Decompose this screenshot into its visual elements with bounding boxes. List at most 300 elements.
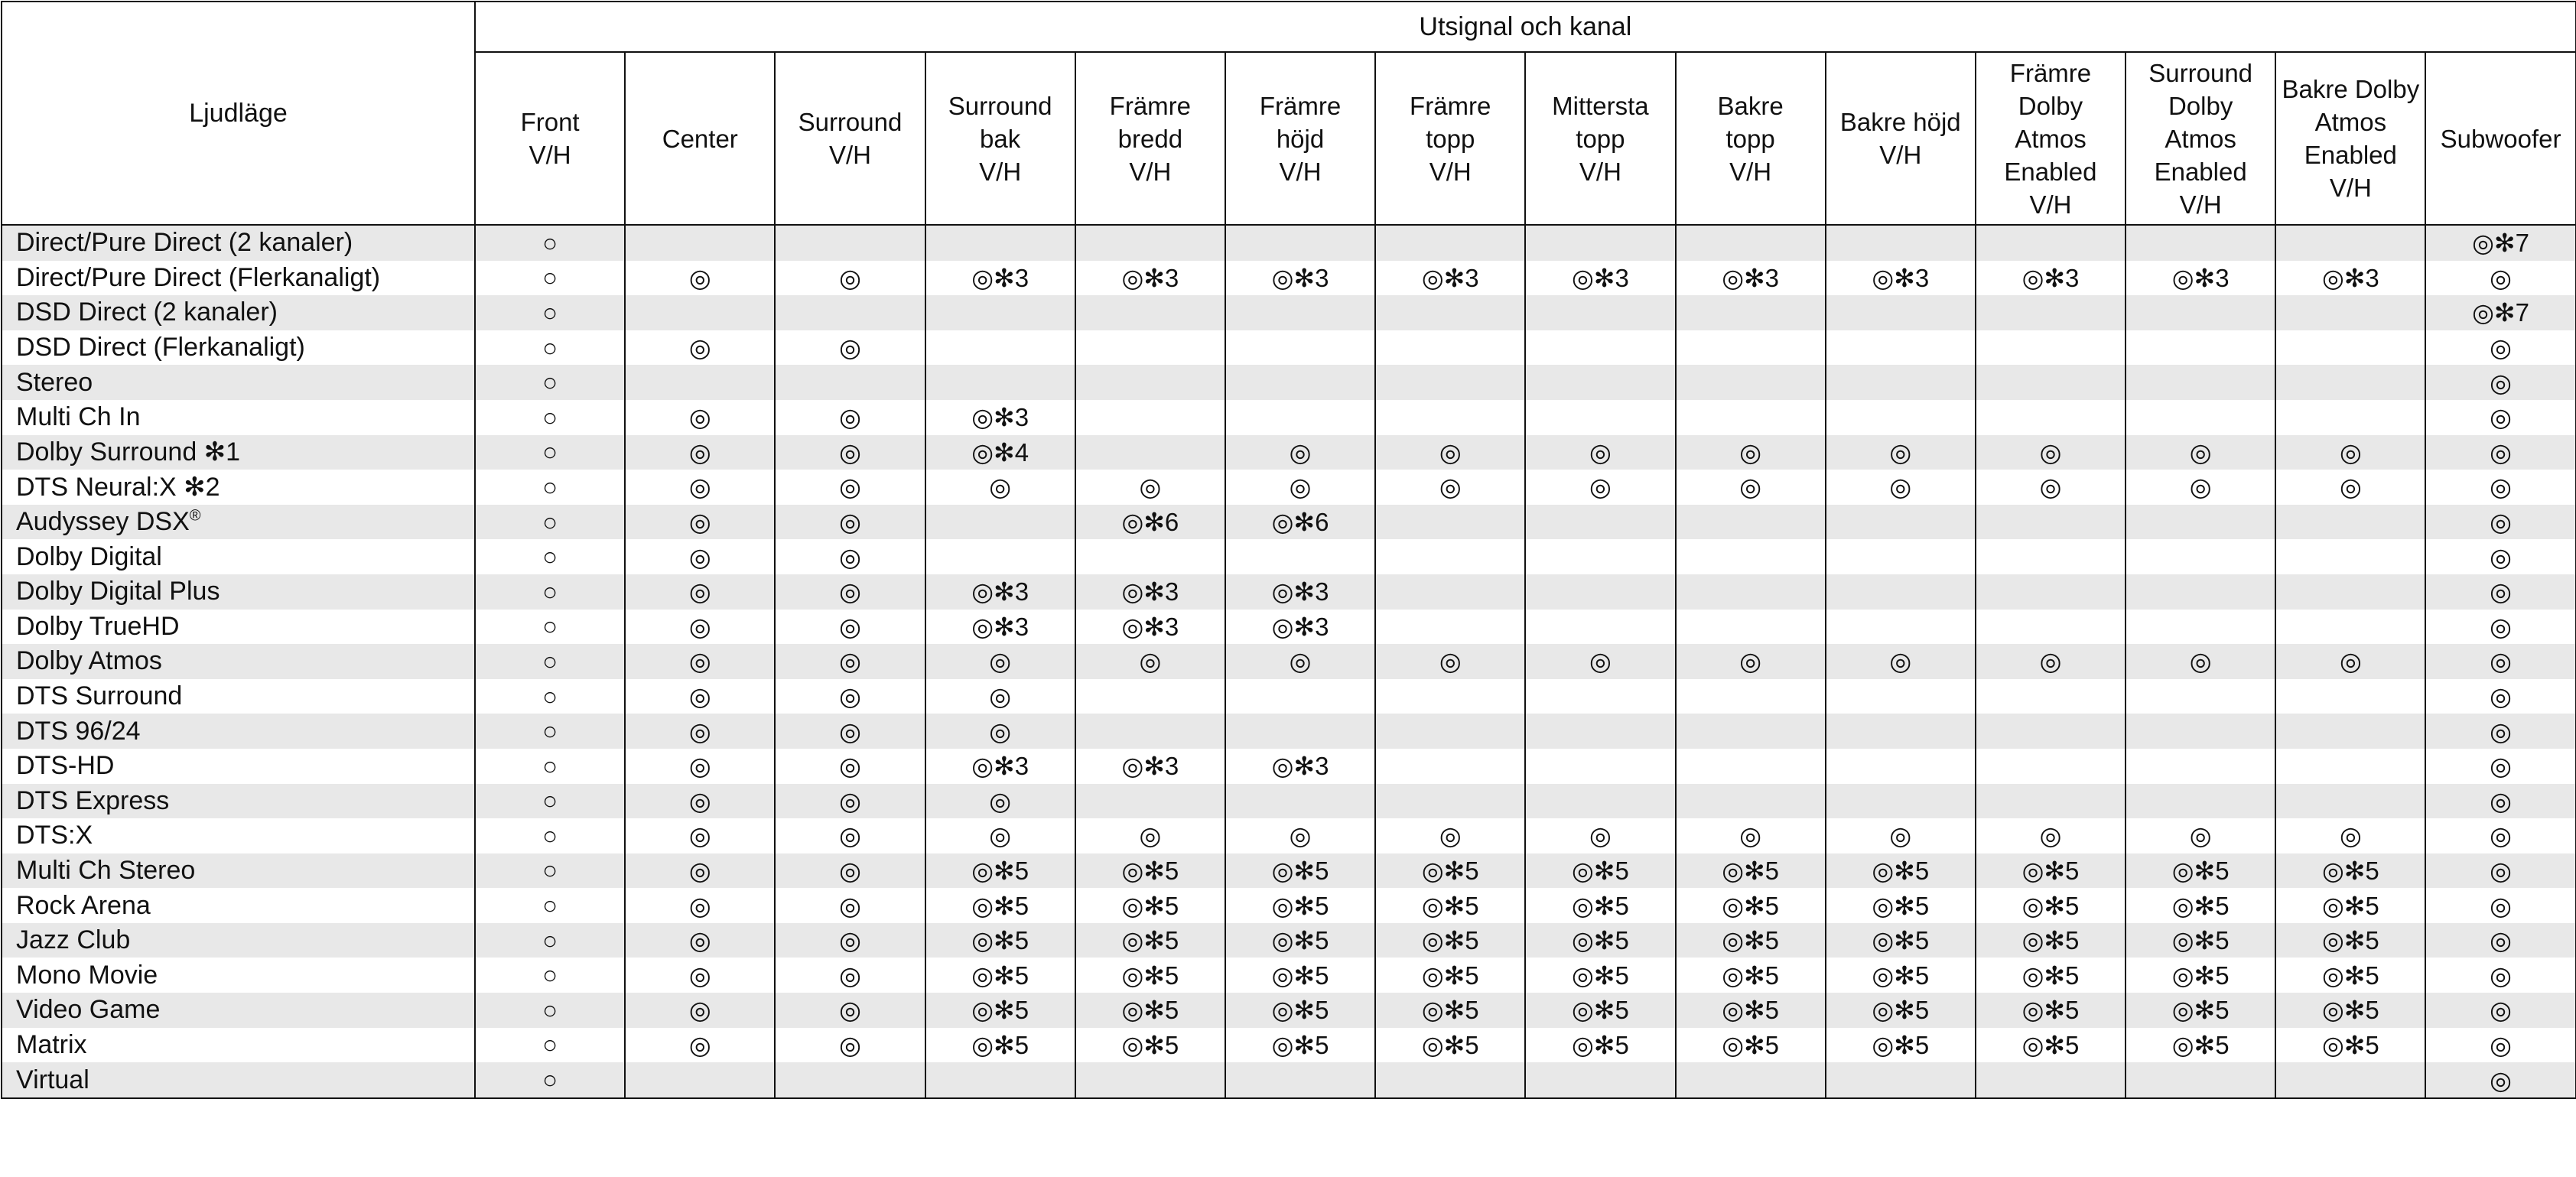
channel-output-cell: ◎✻5: [1976, 888, 2126, 923]
channel-output-cell: ○: [475, 330, 625, 366]
channel-header-line: Surround: [2148, 58, 2253, 87]
channel-output-cell: ○: [475, 958, 625, 993]
channel-output-cell: [1075, 539, 1225, 574]
channel-output-cell: ◎: [625, 505, 775, 540]
channel-output-cell: ◎: [2425, 574, 2575, 610]
channel-output-cell: ◎: [1225, 644, 1375, 679]
channel-output-cell: [2126, 784, 2275, 819]
channel-header: [1826, 52, 1976, 225]
channel-output-cell: ◎✻5: [925, 888, 1075, 923]
channel-output-cell: [1525, 1062, 1675, 1098]
sound-mode-label: DSD Direct (Flerkanaligt): [16, 333, 305, 363]
channel-output-cell: [1525, 295, 1675, 330]
channel-output-cell: [775, 295, 925, 330]
channel-header-line: V/H: [1729, 157, 1772, 186]
channel-header-line: Enabled: [2004, 157, 2097, 186]
channel-output-cell: ○: [475, 261, 625, 296]
channel-header: [775, 52, 925, 225]
channel-output-cell: ◎✻5: [1225, 853, 1375, 889]
sound-mode-label: DTS Express: [16, 785, 170, 815]
channel-output-cell: ◎: [1525, 818, 1675, 853]
table-row: [2, 330, 2576, 366]
channel-output-cell: ○: [475, 749, 625, 784]
channel-output-cell: [1826, 610, 1976, 645]
channel-output-cell: ◎✻4: [925, 435, 1075, 470]
channel-output-cell: ◎: [2126, 435, 2275, 470]
sound-mode-label: Video Game: [16, 995, 161, 1025]
channel-output-cell: [1826, 225, 1976, 261]
table-body: [2, 225, 2576, 1098]
channel-output-cell: ◎: [1375, 644, 1525, 679]
channel-output-cell: ◎✻5: [1375, 853, 1525, 889]
channel-output-cell: [1375, 1062, 1525, 1098]
channel-output-cell: ◎: [925, 644, 1075, 679]
channel-output-cell: ◎: [1826, 644, 1976, 679]
channel-output-cell: ◎✻5: [1225, 923, 1375, 958]
channel-output-cell: ◎: [775, 539, 925, 574]
channel-output-cell: [2126, 539, 2275, 574]
channel-header: [1225, 52, 1375, 225]
channel-output-cell: ◎: [775, 714, 925, 749]
channel-output-cell: ◎: [1075, 644, 1225, 679]
channel-output-cell: ◎: [625, 749, 775, 784]
channel-output-cell: ◎✻5: [1826, 958, 1976, 993]
table-row: [2, 295, 2576, 330]
channel-output-cell: ◎: [775, 818, 925, 853]
sound-mode-cell: [2, 993, 475, 1028]
channel-output-cell: ◎✻3: [1075, 610, 1225, 645]
channel-output-cell: [1525, 539, 1675, 574]
channel-header-line: Atmos: [2015, 124, 2086, 153]
channel-header-line: Subwoofer: [2440, 124, 2561, 153]
channel-output-cell: ◎: [775, 261, 925, 296]
channel-output-cell: [1375, 225, 1525, 261]
channel-output-cell: ◎✻5: [1225, 888, 1375, 923]
sound-mode-label: Dolby Atmos: [16, 646, 162, 676]
channel-output-cell: ◎✻3: [1075, 574, 1225, 610]
channel-output-cell: ◎: [2425, 714, 2575, 749]
channel-output-cell: ◎: [2425, 505, 2575, 540]
sound-mode-cell: [2, 1062, 475, 1098]
channel-output-cell: [925, 295, 1075, 330]
channel-output-cell: [1976, 295, 2126, 330]
channel-output-cell: [1976, 679, 2126, 714]
channel-output-cell: ◎: [1075, 470, 1225, 505]
channel-output-cell: ◎: [625, 400, 775, 435]
sound-mode-label: Virtual: [16, 1065, 89, 1094]
channel-output-cell: [1525, 505, 1675, 540]
channel-output-cell: ◎: [775, 435, 925, 470]
sound-mode-cell: [2, 400, 475, 435]
channel-output-cell: ○: [475, 435, 625, 470]
channel-output-cell: ◎✻5: [1826, 993, 1976, 1028]
channel-header: [475, 52, 625, 225]
channel-output-cell: [1676, 610, 1826, 645]
channel-output-cell: [925, 365, 1075, 400]
channel-output-cell: [775, 365, 925, 400]
channel-output-cell: [1976, 400, 2126, 435]
channel-output-cell: ◎: [925, 818, 1075, 853]
table-row: [2, 958, 2576, 993]
channel-output-cell: ○: [475, 853, 625, 889]
channel-output-cell: ◎: [2126, 470, 2275, 505]
channel-output-cell: ◎: [775, 784, 925, 819]
channel-output-cell: [625, 1062, 775, 1098]
channel-output-cell: ◎✻5: [1075, 923, 1225, 958]
channel-output-cell: ◎: [2425, 261, 2575, 296]
channel-output-cell: [2126, 400, 2275, 435]
channel-output-cell: [1976, 574, 2126, 610]
sound-mode-cell: [2, 435, 475, 470]
channel-output-cell: ◎✻5: [1976, 993, 2126, 1028]
channel-output-cell: [2126, 679, 2275, 714]
channel-output-cell: ◎✻5: [1375, 958, 1525, 993]
channel-output-cell: [1525, 679, 1675, 714]
channel-output-cell: [2275, 539, 2425, 574]
table-row: [2, 853, 2576, 889]
channel-header-line: V/H: [979, 157, 1022, 186]
channel-output-cell: [625, 295, 775, 330]
channel-output-cell: [1676, 225, 1826, 261]
channel-output-cell: ◎: [2425, 470, 2575, 505]
channel-output-cell: [1826, 505, 1976, 540]
channel-header-line: topp: [1426, 124, 1475, 153]
channel-output-cell: [1676, 679, 1826, 714]
channel-output-cell: [1375, 295, 1525, 330]
channel-header: [1375, 52, 1525, 225]
channel-header-line: V/H: [529, 141, 571, 169]
channel-output-cell: [1075, 435, 1225, 470]
channel-header: [1676, 52, 1826, 225]
channel-header-line: V/H: [1129, 157, 1172, 186]
channel-output-cell: ○: [475, 993, 625, 1028]
channel-output-cell: ◎: [2275, 818, 2425, 853]
table-row: [2, 435, 2576, 470]
channel-output-cell: ◎: [625, 714, 775, 749]
channel-output-cell: ◎: [625, 1028, 775, 1063]
channel-output-cell: ◎: [925, 470, 1075, 505]
table-row: [2, 923, 2576, 958]
channel-output-cell: [2126, 749, 2275, 784]
channel-header-line: Främre: [2009, 58, 2092, 87]
channel-output-cell: ○: [475, 470, 625, 505]
table-row: [2, 784, 2576, 819]
channel-output-cell: ◎: [625, 784, 775, 819]
channel-output-cell: ◎✻5: [1676, 993, 1826, 1028]
channel-header: [2275, 52, 2425, 225]
channel-output-cell: ◎: [1826, 435, 1976, 470]
channel-output-cell: ◎: [1976, 818, 2126, 853]
sound-mode-label: Stereo: [16, 367, 93, 397]
channel-header-line: Dolby: [2168, 91, 2233, 120]
sound-mode-cell: [2, 853, 475, 889]
channel-output-cell: [1225, 784, 1375, 819]
table-row: [2, 261, 2576, 296]
channel-output-cell: ◎: [2425, 365, 2575, 400]
channel-output-cell: ◎✻5: [1375, 923, 1525, 958]
sound-mode-cell: [2, 295, 475, 330]
channel-output-cell: ○: [475, 225, 625, 261]
channel-output-cell: ◎✻5: [1525, 1028, 1675, 1063]
channel-header-line: V/H: [2029, 190, 2072, 219]
channel-output-cell: ◎✻3: [2275, 261, 2425, 296]
channel-output-cell: ○: [475, 888, 625, 923]
table-row: [2, 470, 2576, 505]
table-row: [2, 365, 2576, 400]
channel-output-cell: ○: [475, 714, 625, 749]
channel-output-cell: [1375, 714, 1525, 749]
channel-output-cell: [1676, 784, 1826, 819]
channel-output-cell: [1075, 784, 1225, 819]
table-row: [2, 1062, 2576, 1098]
channel-header-line: Atmos: [2314, 108, 2387, 136]
channel-output-cell: ◎✻5: [1525, 923, 1675, 958]
channel-output-cell: ◎: [1676, 644, 1826, 679]
channel-output-cell: [1676, 714, 1826, 749]
channel-output-cell: ◎✻5: [1676, 923, 1826, 958]
channel-output-cell: [925, 1062, 1075, 1098]
table-row: [2, 679, 2576, 714]
channel-output-cell: ◎✻5: [1676, 958, 1826, 993]
channel-output-cell: ◎: [1976, 435, 2126, 470]
channel-output-cell: ◎: [2425, 853, 2575, 889]
sound-mode-label: Dolby Digital Plus: [16, 577, 220, 606]
channel-header: [1525, 52, 1675, 225]
channel-output-cell: ○: [475, 400, 625, 435]
sound-mode-label: Audyssey DSX: [16, 507, 190, 537]
channel-output-cell: [1976, 610, 2126, 645]
channel-output-cell: ◎✻5: [2275, 888, 2425, 923]
sound-mode-label: Direct/Pure Direct (2 kanaler): [16, 228, 353, 258]
sound-mode-label: Dolby TrueHD: [16, 611, 180, 641]
sound-mode-label: Mono Movie: [16, 960, 158, 990]
channel-output-cell: [2275, 505, 2425, 540]
channel-header-line: Surround: [798, 108, 903, 136]
channel-output-cell: [1976, 365, 2126, 400]
sound-mode-label: DTS 96/24: [16, 716, 141, 746]
table-row: [2, 574, 2576, 610]
channel-output-cell: ◎: [925, 784, 1075, 819]
channel-output-cell: [1075, 365, 1225, 400]
channel-header-line: V/H: [1279, 157, 1322, 186]
channel-output-cell: ◎✻5: [2126, 993, 2275, 1028]
channel-output-cell: [625, 225, 775, 261]
channel-output-cell: [2275, 225, 2425, 261]
channel-output-cell: [2275, 679, 2425, 714]
channel-output-cell: ◎✻5: [1676, 853, 1826, 889]
channel-output-cell: ◎: [1826, 818, 1976, 853]
channel-output-cell: ◎: [1525, 435, 1675, 470]
channel-header-line: topp: [1725, 124, 1775, 153]
channel-header-line: Bakre: [1717, 91, 1784, 120]
channel-output-cell: ○: [475, 818, 625, 853]
channel-output-cell: ○: [475, 679, 625, 714]
channel-output-cell: [1375, 749, 1525, 784]
channel-output-cell: ◎: [2425, 539, 2575, 574]
channel-output-cell: [2126, 295, 2275, 330]
channel-output-cell: [1375, 539, 1525, 574]
channel-output-cell: ◎: [625, 330, 775, 366]
channel-output-cell: [2275, 295, 2425, 330]
channel-output-cell: [1976, 784, 2126, 819]
table-row: [2, 225, 2576, 261]
channel-output-cell: [1676, 749, 1826, 784]
channel-output-cell: [1976, 225, 2126, 261]
channel-output-cell: ◎: [1525, 470, 1675, 505]
channel-output-cell: ◎✻5: [1976, 958, 2126, 993]
channel-output-cell: [775, 225, 925, 261]
channel-output-cell: [1225, 539, 1375, 574]
channel-output-cell: [2126, 330, 2275, 366]
channel-output-cell: ◎: [2425, 818, 2575, 853]
channel-output-cell: [1676, 574, 1826, 610]
sound-mode-output-table: [1, 1, 2576, 1099]
channel-output-cell: [1976, 539, 2126, 574]
channel-output-cell: ◎: [2425, 330, 2575, 366]
sound-mode-cell: [2, 818, 475, 853]
table-row: [2, 539, 2576, 574]
channel-output-cell: [2126, 714, 2275, 749]
channel-output-cell: ◎✻5: [1225, 958, 1375, 993]
channel-output-cell: ◎✻3: [1225, 610, 1375, 645]
channel-output-cell: ◎: [2126, 818, 2275, 853]
channel-output-cell: ◎: [2425, 923, 2575, 958]
channel-output-cell: ◎: [2425, 610, 2575, 645]
channel-output-cell: ◎✻3: [925, 261, 1075, 296]
channel-output-cell: ◎✻3: [1976, 261, 2126, 296]
channel-output-cell: [1075, 225, 1225, 261]
channel-output-cell: ○: [475, 1028, 625, 1063]
header-row-group: [2, 2, 2576, 52]
sound-mode-label: Direct/Pure Direct (Flerkanaligt): [16, 262, 381, 292]
channel-output-cell: [1375, 505, 1525, 540]
channel-output-cell: [1375, 365, 1525, 400]
channel-output-cell: [1976, 749, 2126, 784]
channel-output-cell: [2275, 574, 2425, 610]
sound-mode-label: Dolby Surround ✻1: [16, 437, 241, 467]
channel-header-line: Surround: [948, 91, 1052, 120]
channel-output-cell: ◎✻5: [925, 853, 1075, 889]
sound-mode-cell: [2, 470, 475, 505]
channel-output-cell: [1375, 574, 1525, 610]
channel-output-cell: [1525, 225, 1675, 261]
channel-output-cell: ◎: [625, 574, 775, 610]
channel-output-cell: ◎: [775, 888, 925, 923]
channel-output-cell: ○: [475, 574, 625, 610]
channel-output-cell: ◎: [2425, 784, 2575, 819]
channel-output-cell: ◎✻3: [1826, 261, 1976, 296]
channel-output-cell: ◎: [625, 610, 775, 645]
channel-output-cell: ◎: [625, 470, 775, 505]
channel-output-cell: [1676, 539, 1826, 574]
channel-output-cell: ◎: [625, 853, 775, 889]
channel-header-line: Center: [662, 124, 738, 153]
channel-output-cell: ◎✻3: [1225, 261, 1375, 296]
channel-output-cell: [2275, 1062, 2425, 1098]
sound-mode-cell: [2, 610, 475, 645]
channel-output-cell: ◎: [2425, 435, 2575, 470]
channel-output-cell: ◎: [775, 505, 925, 540]
channel-header: [2126, 52, 2275, 225]
channel-output-cell: ◎: [775, 574, 925, 610]
channel-output-cell: [1225, 714, 1375, 749]
channel-output-cell: ◎✻5: [2275, 1028, 2425, 1063]
channel-output-cell: ◎: [1075, 818, 1225, 853]
channel-header-line: Främre: [1259, 91, 1342, 120]
channel-output-cell: [1826, 365, 1976, 400]
channel-output-cell: ◎: [1375, 818, 1525, 853]
sound-mode-cell: [2, 923, 475, 958]
channel-header-line: V/H: [1579, 157, 1621, 186]
channel-output-cell: ◎: [775, 1028, 925, 1063]
channel-header-line: Front: [520, 108, 580, 136]
channel-output-cell: ◎: [1676, 818, 1826, 853]
channel-output-cell: [925, 330, 1075, 366]
channel-output-cell: ○: [475, 505, 625, 540]
channel-output-cell: [1525, 610, 1675, 645]
channel-output-cell: ◎✻5: [1075, 888, 1225, 923]
sound-mode-cell: [2, 330, 475, 366]
channel-output-cell: ◎: [2425, 400, 2575, 435]
sound-mode-label: Dolby Digital: [16, 541, 162, 571]
sound-mode-cell: [2, 574, 475, 610]
channel-output-cell: [2275, 330, 2425, 366]
channel-output-cell: [1525, 574, 1675, 610]
channel-output-cell: ◎: [2275, 470, 2425, 505]
channel-header: [625, 52, 775, 225]
channel-output-cell: ◎✻5: [1225, 1028, 1375, 1063]
channel-output-cell: ◎: [1525, 644, 1675, 679]
channel-output-cell: [2126, 1062, 2275, 1098]
sound-mode-column-header: Ljudläge: [2, 2, 475, 225]
channel-output-cell: ◎: [775, 400, 925, 435]
channel-output-cell: [2126, 365, 2275, 400]
channel-output-cell: [1976, 505, 2126, 540]
channel-output-cell: ◎✻5: [1676, 888, 1826, 923]
channel-header-line: Dolby: [2018, 91, 2083, 120]
channel-output-cell: [1676, 295, 1826, 330]
channel-header-line: Bakre höjd: [1839, 108, 1961, 136]
channel-output-cell: ◎: [775, 749, 925, 784]
channel-output-cell: ◎✻3: [1375, 261, 1525, 296]
channel-output-cell: [2275, 784, 2425, 819]
channel-output-cell: ◎: [2425, 1028, 2575, 1063]
channel-output-cell: [1225, 1062, 1375, 1098]
channel-header-line: bredd: [1117, 124, 1183, 153]
channel-output-cell: [1976, 1062, 2126, 1098]
sound-mode-cell: [2, 261, 475, 296]
channel-output-cell: ◎: [625, 539, 775, 574]
channel-output-cell: [1525, 330, 1675, 366]
channel-output-cell: ◎: [625, 923, 775, 958]
channel-output-cell: ◎✻5: [2275, 853, 2425, 889]
sound-mode-cell: [2, 644, 475, 679]
channel-output-cell: [625, 365, 775, 400]
channel-output-cell: [1826, 1062, 1976, 1098]
sound-mode-cell: [2, 714, 475, 749]
sound-mode-cell: [2, 784, 475, 819]
channel-output-cell: ◎: [775, 993, 925, 1028]
channel-output-cell: ◎: [775, 958, 925, 993]
channel-output-cell: ◎: [625, 993, 775, 1028]
channel-output-cell: [925, 539, 1075, 574]
channel-output-cell: ◎: [925, 714, 1075, 749]
channel-output-cell: ○: [475, 539, 625, 574]
channel-output-cell: ◎✻5: [1826, 923, 1976, 958]
table-row: [2, 644, 2576, 679]
channel-output-cell: ◎: [1676, 435, 1826, 470]
sound-mode-cell: [2, 749, 475, 784]
